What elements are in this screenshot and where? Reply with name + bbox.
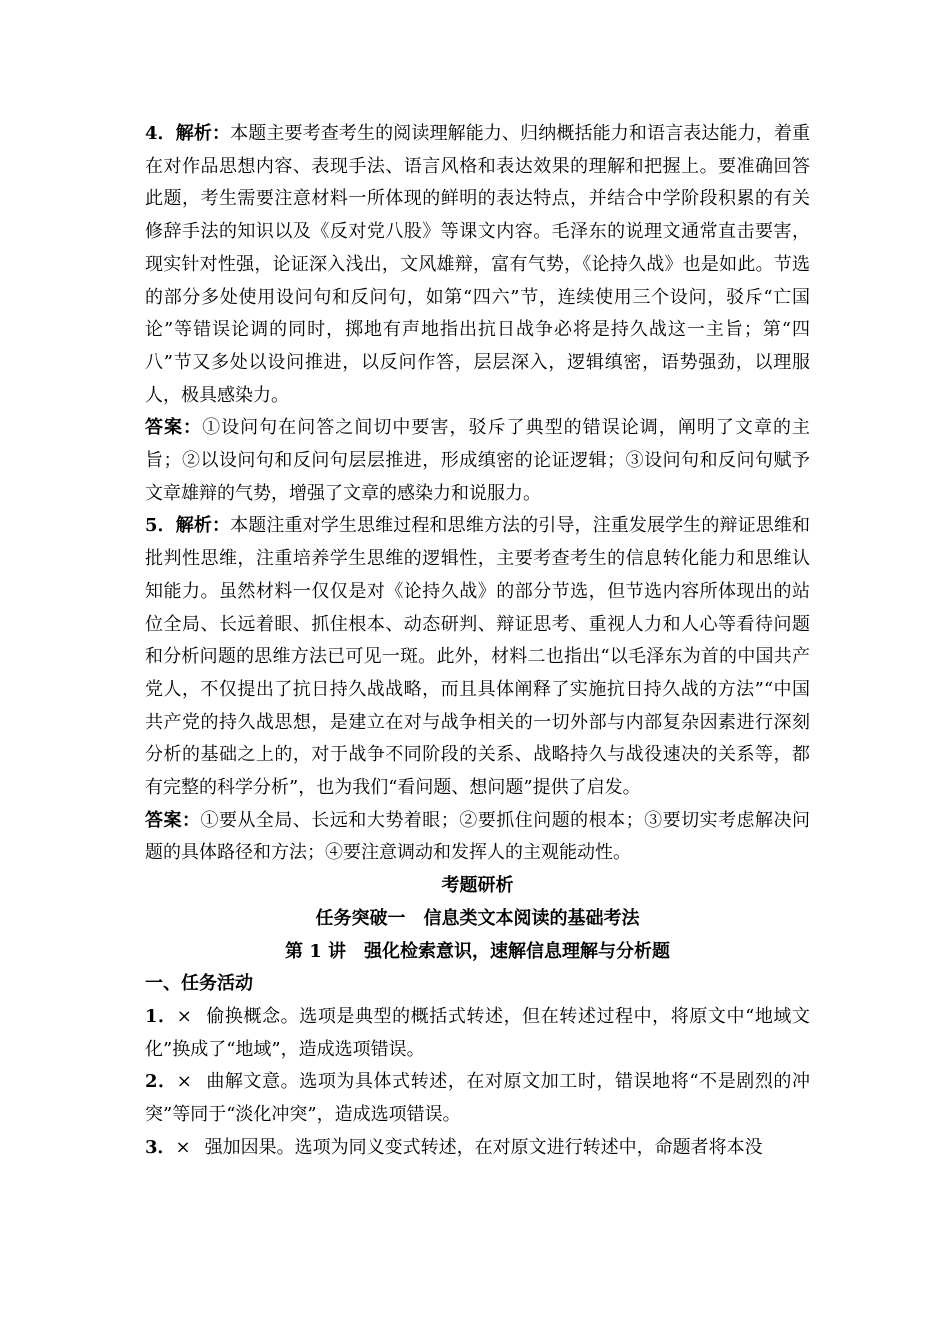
list-item [145,1132,810,1165]
q5-answer-label: 答案： [145,809,201,831]
q4-analysis-text: 本题主要考查考生的阅读理解能力、归纳概括能力和语言表达能力，着重在对作品思想内容、表现手法、语言风格和表达效果的理解和把握上。要准确回答此题，考生需要注意材料一所体现的鲜明的表达特点，并结合中学阶段积累的有关修辞手法的知识以及《反对党八股》等课文内容。毛泽东的说理文通常直击要害，现实针对性强，论证深入浅出，文风雄辩，富有气势，《论持久战》也是如此。节选的部分多处使用设问句和反问句，如第“四六”节，连续使用三个设问，驳斥“亡国论”等错误论调的同时，掷地有声地指出抗日战争必将是持久战这一主旨；第“四八”节又多处以设问推进，以反问作答，层层深入，逻辑缜密，语势强劲，以理服人，极具感染力。 [145,123,811,406]
q4-answer-label: 答案： [145,417,203,439]
q4-analysis [145,118,810,412]
cross-mark: × [176,1005,192,1027]
cross-mark: × [175,1136,191,1158]
q4-answer-text: ①设问句在问答之间切中要害，驳斥了典型的错误论调，阐明了文章的主旨；②以设问句和反问句层层推进，形成缜密的论证逻辑；③设问句和反问句赋予文章雄辩的气势，增强了文章的感染力和说服力。 [145,417,811,504]
list-item [145,1001,810,1066]
list-item [145,1066,810,1131]
q5-answer [145,805,810,870]
item-text: 偷换概念。选项是典型的概括式转述，但在转述过程中，将原文中“地域文化”换成了“地域”，造成选项错误。 [145,1005,810,1060]
q4-answer [145,412,810,510]
q4-number: 4． [145,123,176,144]
section-title: 一、任务活动 [145,973,253,995]
heading-kaoti-yanxi: 考题研析 [441,875,514,897]
item-number: 1． [145,1005,177,1027]
q5-analysis-text: 本题注重对学生思维过程和思维方法的引导，注重发展学生的辩证思维和批判性思维，注重培养学生思维的逻辑性，主要考查考生的信息转化能力和思维认知能力。虽然材料一仅仅是对《论持久战》的部分节选，但节选内容所体现出的站位全局、长远着眼、抓住根本、动态研判、辩证思考、重视人力和人心等看待问题和分析问题的思维方法已可见一斑。此外，材料二也指出“以毛泽东为首的中国共产党人，不仅提出了抗日持久战战略，而且具体阐释了实施抗日持久战的方法”“中国共产党的持久战思想，是建立在对与战争相关的一切外部与内部复杂因素进行深刻分析的基础之上的，对于战争不同阶段的关系、战略持久与战役速决的关系等，都有完整的科学分析”，也为我们“看问题、想问题”提供了启发。 [145,515,811,799]
q4-analysis-label: 解析： [175,123,231,144]
q5-answer-text: ①要从全局、长远和大势着眼；②要抓住问题的根本；③要切实考虑解决问题的具体路径和方法；④要注意调动和发挥人的主观能动性。 [145,809,811,864]
cross-mark: × [176,1071,192,1093]
document-page [145,118,810,1165]
heading-task-breakthrough: 任务突破一 信息类文本阅读的基础考法 [315,907,640,929]
item-number: 3． [145,1136,176,1158]
heading-lecture-1: 第 1 讲 强化检索意识，速解信息理解与分析题 [284,940,671,962]
q5-number: 5． [145,515,176,537]
item-number: 2． [145,1071,177,1093]
q5-analysis-label: 解析： [175,515,231,537]
q5-analysis [145,510,810,804]
item-text: 强加因果。选项为同义变式转述，在对原文进行转述中，命题者将本没 [204,1136,763,1158]
item-text: 曲解文意。选项为具体式转述，在对原文加工时，错误地将“不是剧烈的冲突”等同于“淡化冲突”，造成选项错误。 [145,1071,810,1126]
